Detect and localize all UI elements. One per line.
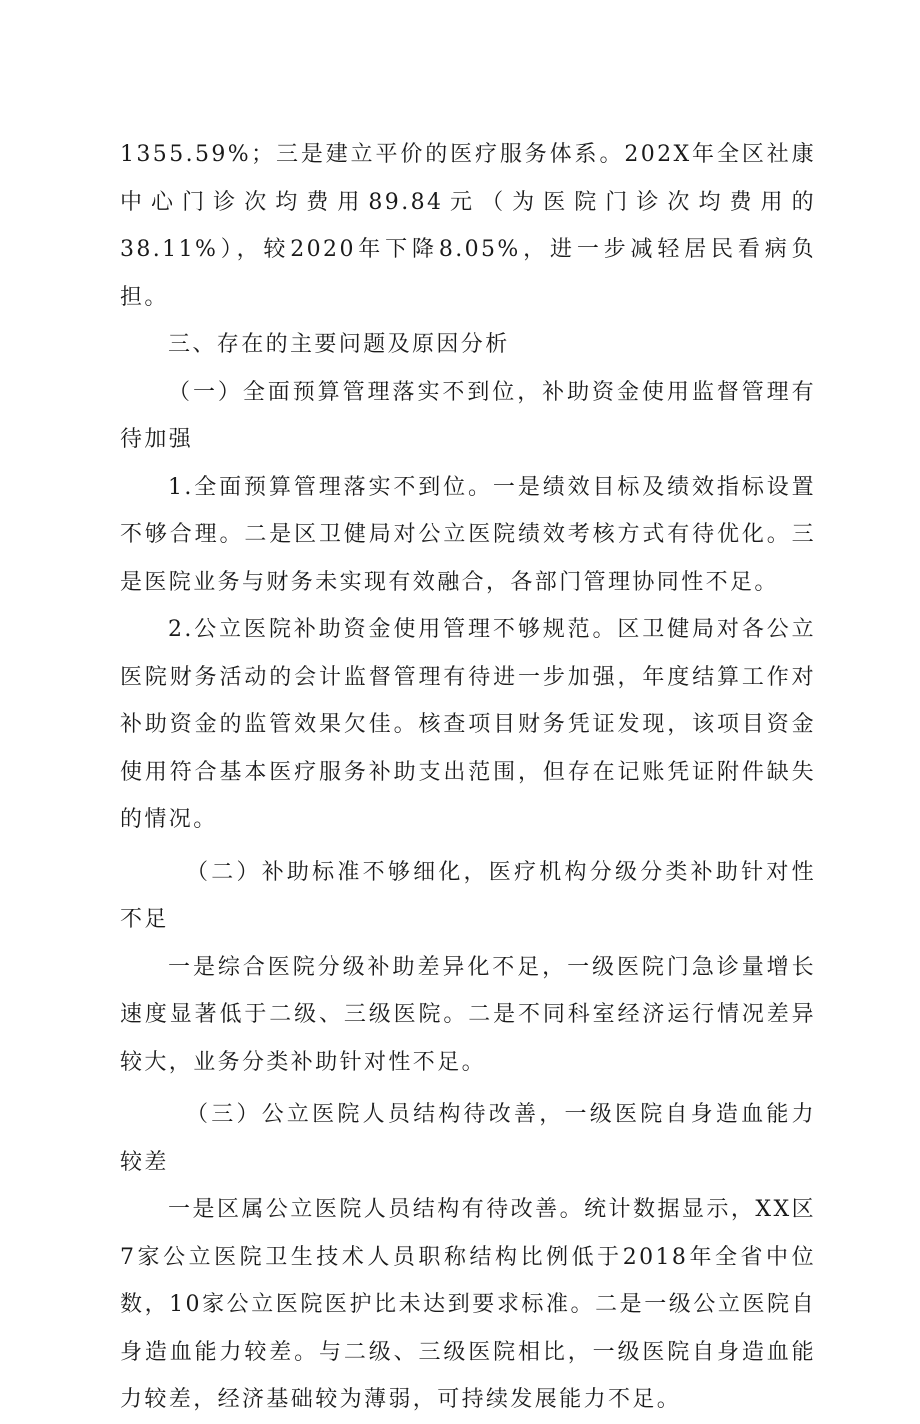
- subheading-staff-structure: （三）公立医院人员结构待改善，一级医院自身造血能力较差: [120, 1102, 816, 1175]
- paragraph-subsidy-usage: 2.公立医院补助资金使用管理不够规范。区卫健局对各公立医院财务活动的会计监督管理有待进一步加强，年度结算工作对补助资金的监管效果欠佳。核查项目财务凭证发现，该项目资金使用符合基本医疗服务补助支出范围，但存在记账凭证附件缺失的情况。: [120, 617, 816, 832]
- paragraph-budget-implementation: 1.全面预算管理落实不到位。一是绩效目标及绩效指标设置不够合理。二是区卫健局对公立医院绩效考核方式有待优化。三是医院业务与财务未实现有效融合，各部门管理协同性不足。: [120, 474, 816, 595]
- paragraph-cost-summary: 1355.59%；三是建立平价的医疗服务体系。202X年全区社康中心门诊次均费用89.84元（为医院门诊次均费用的38.11%），较2020年下降8.05%，进一步减轻居民看病负担。: [120, 142, 816, 310]
- section-heading-problems: 三、存在的主要问题及原因分析: [168, 332, 510, 357]
- paragraph-staff-structure: 一是区属公立医院人员结构有待改善。统计数据显示，XX区7家公立医院卫生技术人员职称结构比例低于2018年全省中位数，10家公立医院医护比未达到要求标准。二是一级公立医院自身造血能力较差。与二级、三级医院相比，一级医院自身造血能力较差，经济基础较为薄弱，可持续发展能力不足。: [120, 1197, 816, 1412]
- paragraph-graded-subsidy: 一是综合医院分级补助差异化不足，一级医院门急诊量增长速度显著低于二级、三级医院。二是不同科室经济运行情况差异较大，业务分类补助针对性不足。: [120, 954, 816, 1075]
- document-body: [120, 131, 816, 1424]
- subheading-budget-management: （一）全面预算管理落实不到位，补助资金使用监督管理有待加强: [120, 379, 816, 452]
- subheading-subsidy-standards: （二）补助标准不够细化，医疗机构分级分类补助针对性不足: [120, 859, 816, 932]
